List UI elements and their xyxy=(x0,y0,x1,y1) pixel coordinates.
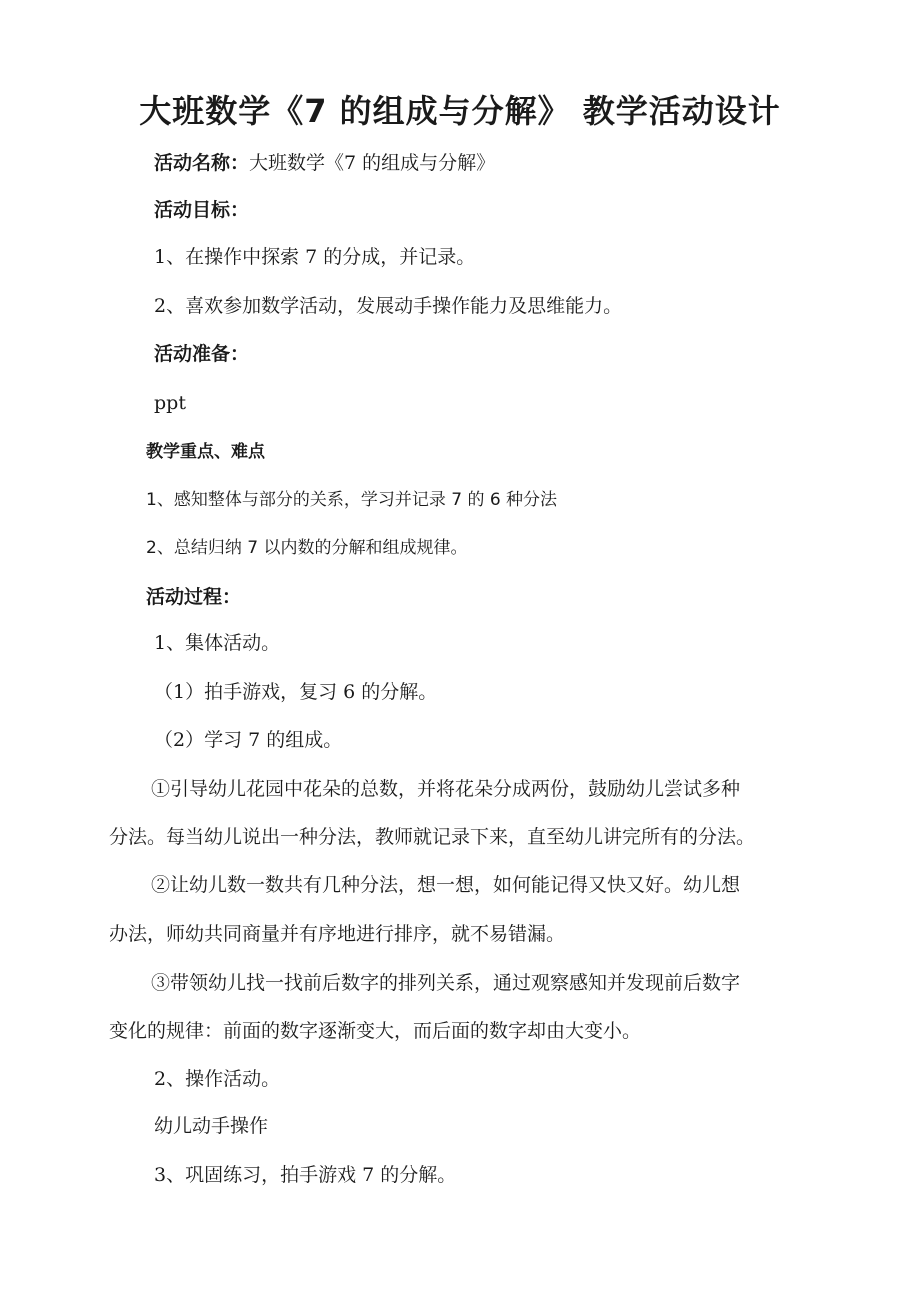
key-points-heading: 教学重点、难点 xyxy=(146,442,265,462)
process-line: 2、操作活动。 xyxy=(154,1068,281,1090)
goal-item: 1、在操作中探索 7 的分成，并记录。 xyxy=(154,246,476,268)
goals-heading: 活动目标： xyxy=(154,199,250,221)
process-line: 幼儿动手操作 xyxy=(154,1115,269,1137)
process-line: 3、巩固练习，拍手游戏 7 的分解。 xyxy=(154,1164,457,1186)
process-line: 变化的规律：前面的数字逐渐变大，而后面的数字却由大变小。 xyxy=(109,1020,642,1042)
activity-name-label: 活动名称： xyxy=(154,152,250,174)
process-line: （2）学习 7 的组成。 xyxy=(154,729,343,751)
activity-name-value: 大班数学《7 的组成与分解》 xyxy=(249,152,496,174)
process-line: 1、集体活动。 xyxy=(154,632,281,654)
key-point-item: 2、总结归纳 7 以内数的分解和组成规律。 xyxy=(146,538,468,558)
document-title: 大班数学《7 的组成与分解》 教学活动设计 xyxy=(139,92,781,130)
process-line: 办法，师幼共同商量并有序地进行排序，就不易错漏。 xyxy=(109,923,566,945)
process-line: （1）拍手游戏，复习 6 的分解。 xyxy=(154,681,438,703)
process-line: 分法。每当幼儿说出一种分法，教师就记录下来，直至幼儿讲完所有的分法。 xyxy=(109,826,756,848)
process-heading: 活动过程： xyxy=(146,586,242,608)
goal-item: 2、喜欢参加数学活动，发展动手操作能力及思维能力。 xyxy=(154,295,623,317)
process-line: ③带领幼儿找一找前后数字的排列关系，通过观察感知并发现前后数字 xyxy=(151,972,741,994)
process-line: ①引导幼儿花园中花朵的总数，并将花朵分成两份，鼓励幼儿尝试多种 xyxy=(151,778,741,800)
activity-name-line xyxy=(154,150,495,177)
process-line: ②让幼儿数一数共有几种分法，想一想，如何能记得又快又好。幼儿想 xyxy=(151,874,741,896)
key-point-item: 1、感知整体与部分的关系，学习并记录 7 的 6 种分法 xyxy=(146,490,558,510)
preparation-value: ppt xyxy=(154,392,186,414)
preparation-heading: 活动准备： xyxy=(154,343,250,365)
